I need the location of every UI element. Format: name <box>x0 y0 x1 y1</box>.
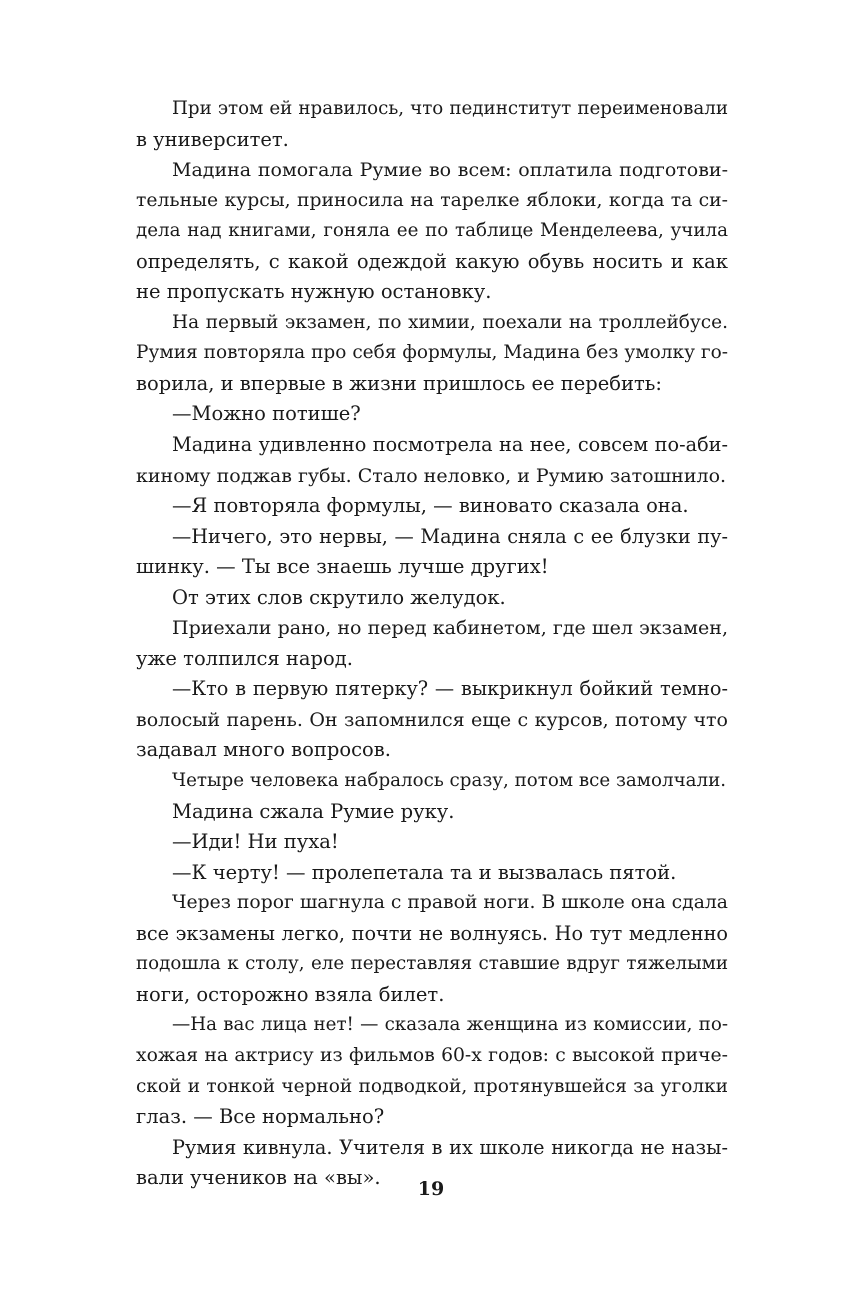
text-line: не пропускать нужную остановку. <box>136 280 492 304</box>
text-line: —На вас лица нет! — сказала женщина из комиссии, по- <box>172 1014 728 1036</box>
text-line: Румия повторяла про себя формулы, Мадина без умолку го- <box>136 342 728 364</box>
text-line: —Можно потише? <box>172 402 361 426</box>
text-line: дела над книгами, гоняла ее по таблице Менделеева, учила <box>136 220 728 242</box>
text-line: шинку. — Ты все знаешь лучше других! <box>136 555 549 579</box>
text-line: —Я повторяла формулы, — виновато сказала она. <box>172 494 689 518</box>
text-line: Через порог шагнула с правой ноги. В школе она сдала <box>172 892 728 914</box>
text-line: уже толпился народ. <box>136 646 353 670</box>
text-line: —К черту! — пролепетала та и вызвалась пятой. <box>172 860 677 884</box>
text-line: тельные курсы, приносила на тарелке яблоки, когда та си- <box>136 189 728 211</box>
text-line: определять, с какой одеждой какую обувь носить и как <box>136 249 728 273</box>
text-line: ворила, и впервые в жизни пришлось ее перебить: <box>136 371 662 395</box>
text-line: —Иди! Ни пуха! <box>172 830 339 854</box>
text-line: вали учеников на «вы». <box>136 1166 381 1190</box>
text-line: Мадина удивленно посмотрела на нее, совсем по-аби- <box>172 433 728 457</box>
text-line: От этих слов скрутило желудок. <box>172 585 506 609</box>
text-line: глаз. — Все нормально? <box>136 1105 385 1129</box>
text-line: все экзамены легко, почти не волнуясь. Но тут медленно <box>136 921 728 945</box>
text-line: Мадина сжала Румие руку. <box>172 799 455 823</box>
text-line: волосый парень. Он запомнился еще с курсов, потому что <box>136 708 728 731</box>
text-line: На первый экзамен, по химии, поехали на троллейбусе. <box>172 311 728 333</box>
text-line: хожая на актрису из фильмов 60-х годов: с высокой приче- <box>136 1044 728 1066</box>
text-line: задавал много вопросов. <box>136 738 391 762</box>
text-line: в университет. <box>136 127 289 151</box>
text-line: Румия кивнула. Учителя в их школе никогда не назы- <box>172 1135 728 1159</box>
text-line: Приехали рано, но перед кабинетом, где шел экзамен, <box>172 617 728 640</box>
text-line: Мадина помогала Румие во всем: оплатила подготови- <box>172 159 728 182</box>
text-line: —Кто в первую пятерку? — выкрикнул бойкий темно- <box>172 677 728 701</box>
page-number: 19 <box>417 1178 445 1200</box>
text-line: При этом ей нравилось, что пединститут переименовали <box>172 98 728 119</box>
text-line: подошла к столу, еле переставляя ставшие вдруг тяжелыми <box>136 953 728 975</box>
text-line: —Ничего, это нервы, — Мадина сняла с ее блузки пу- <box>172 524 728 548</box>
text-line: Четыре человека набралось сразу, потом все замолчали. <box>172 770 727 792</box>
text-line: ноги, осторожно взяла билет. <box>136 982 445 1006</box>
text-line: ской и тонкой черной подводкой, протянувшейся за уголки <box>136 1075 728 1097</box>
text-line: киному поджав губы. Стало неловко, и Румию затошнило. <box>136 464 727 487</box>
body-text <box>136 94 728 1194</box>
